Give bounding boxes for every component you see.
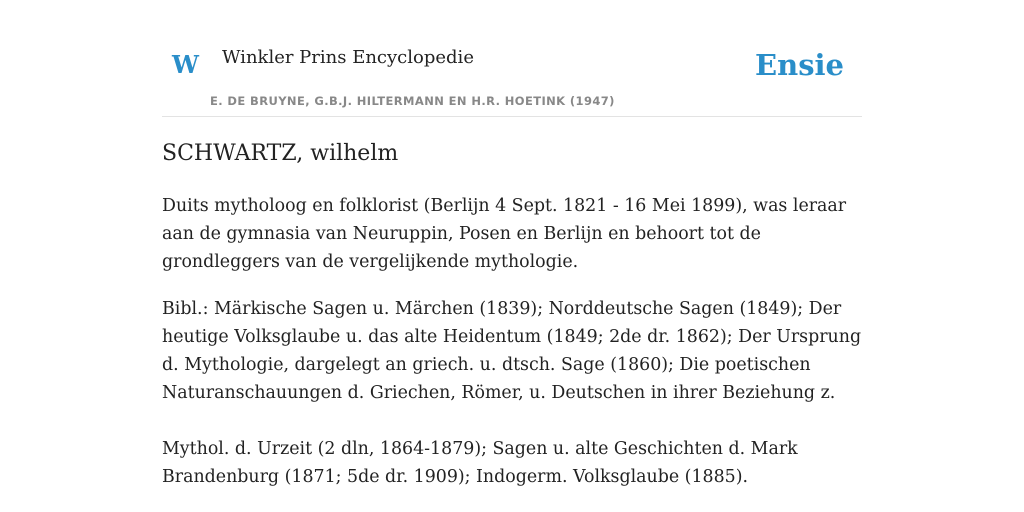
ensie-logo[interactable]: Ensie [755, 48, 844, 82]
bibliography-paragraph: Bibl.: Märkische Sagen u. Märchen (1839); Norddeutsche Sagen (1849); Der heutige Volksglaube u. das alte Heidentum (1849; 2de dr. 1862); Der Ursprung d. Mythologie, dargelegt an griech. u. dtsch. Sage (1860); Die poetischen Naturanschauungen d. Griechen, Römer, u. Deutschen in ihrer Beziehung z. [162, 299, 862, 403]
article-card [162, 0, 862, 512]
winkler-prins-logo[interactable]: W [172, 50, 199, 79]
source-header [162, 0, 862, 117]
article-paragraph: Duits mytholoog en folklorist (Berlijn 4 Sept. 1821 - 16 Mei 1899), was leraar aan de gymnasia van Neuruppin, Posen en Berlijn en behoort tot de grondleggers van de vergelijkende mythologie. [162, 196, 847, 272]
article-title: SCHWARTZ, wilhelm [162, 141, 399, 166]
encyclopedia-title[interactable]: Winkler Prins Encyclopedie [222, 47, 474, 68]
bibliography-continuation: Mythol. d. Urzeit (2 dln, 1864-1879); Sagen u. alte Geschichten d. Mark Brandenburg (1871; 5de dr. 1909); Indogerm. Volksglaube (1885). [162, 439, 798, 487]
source-authors: E. DE BRUYNE, G.B.J. HILTERMANN EN H.R. HOETINK (1947) [210, 94, 615, 108]
